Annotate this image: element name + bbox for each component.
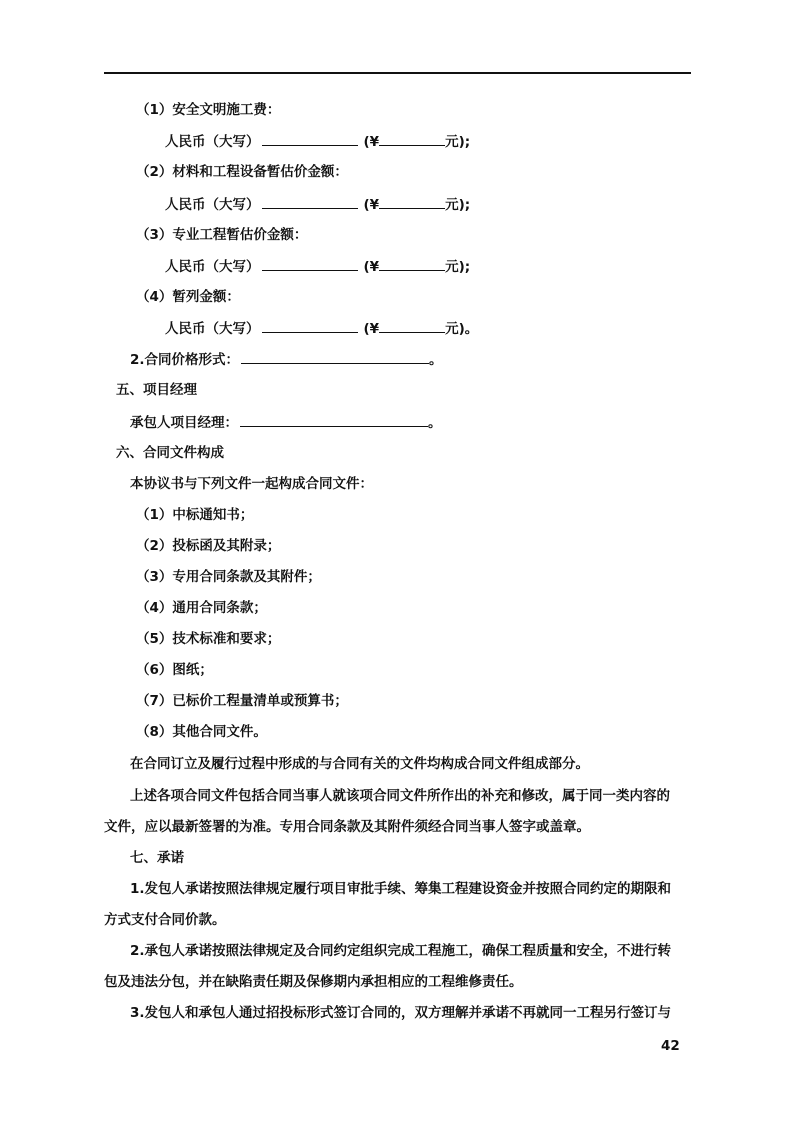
paragraph-continuation: 包及违法分包，并在缺陷责任期及保修期内承担相应的工程维修责任。 xyxy=(104,974,523,990)
project-manager-label: 承包人项目经理： xyxy=(130,415,238,431)
paragraph: 上述各项合同文件包括合同当事人就该项合同文件所作出的补充和修改，属于同一类内容的 xyxy=(130,788,670,804)
list-item: （3）专用合同条款及其附件； xyxy=(136,569,321,585)
section-heading: 五、项目经理 xyxy=(116,382,197,398)
list-item: （8）其他合同文件。 xyxy=(136,724,267,740)
project-manager-end: 。 xyxy=(428,415,442,431)
yen-open: (¥ xyxy=(363,197,380,213)
amount-words-blank[interactable] xyxy=(262,318,358,333)
paragraph: 本协议书与下列文件一起构成合同文件： xyxy=(130,476,373,492)
price-form-end: 。 xyxy=(429,352,443,368)
fee-item-heading: （3）专业工程暂估价金额： xyxy=(136,227,308,243)
fee-item-heading: （4）暂列金额： xyxy=(136,289,240,305)
fee-item-heading: （2）材料和工程设备暂估价金额： xyxy=(136,164,348,180)
list-item: （1）中标通知书； xyxy=(136,507,254,523)
yen-close: 元); xyxy=(445,197,471,213)
fee-item-amount-line xyxy=(165,194,470,215)
amount-number-blank[interactable] xyxy=(379,318,445,333)
price-form-line xyxy=(130,349,443,370)
price-form-blank[interactable] xyxy=(241,349,429,364)
rmb-label: 人民币（大写） xyxy=(165,259,260,275)
yen-open: (¥ xyxy=(363,134,380,150)
rmb-label: 人民币（大写） xyxy=(165,134,260,150)
yen-close: 元); xyxy=(445,259,471,275)
list-item: （7）已标价工程量清单或预算书； xyxy=(136,693,348,709)
fee-item-amount-line xyxy=(165,318,478,339)
paragraph-continuation: 方式支付合同价款。 xyxy=(104,912,226,928)
list-item: （4）通用合同条款； xyxy=(136,600,267,616)
paragraph: 3.发包人和承包人通过招投标形式签订合同的，双方理解并承诺不再就同一工程另行签订与 xyxy=(130,1005,672,1021)
fee-item-amount-line xyxy=(165,131,470,152)
amount-number-blank[interactable] xyxy=(379,256,445,271)
yen-close: 元)。 xyxy=(445,321,479,337)
project-manager-blank[interactable] xyxy=(240,412,428,427)
paragraph: 1.发包人承诺按照法律规定履行项目审批手续、筹集工程建设资金并按照合同约定的期限和 xyxy=(130,881,672,897)
paragraph: 在合同订立及履行过程中形成的与合同有关的文件均构成合同文件组成部分。 xyxy=(130,756,589,772)
yen-open: (¥ xyxy=(363,321,380,337)
section-heading: 七、承诺 xyxy=(130,850,184,866)
rmb-label: 人民币（大写） xyxy=(165,321,260,337)
amount-number-blank[interactable] xyxy=(379,131,445,146)
price-form-label: 2.合同价格形式： xyxy=(130,352,240,368)
amount-number-blank[interactable] xyxy=(379,194,445,209)
header-rule xyxy=(104,72,691,74)
amount-words-blank[interactable] xyxy=(262,194,358,209)
yen-close: 元); xyxy=(445,134,471,150)
page-number: 42 xyxy=(661,1038,680,1054)
yen-open: (¥ xyxy=(363,259,380,275)
paragraph-continuation: 文件，应以最新签署的为准。专用合同条款及其附件须经合同当事人签字或盖章。 xyxy=(104,819,590,835)
amount-words-blank[interactable] xyxy=(262,131,358,146)
section-heading: 六、合同文件构成 xyxy=(116,445,224,461)
list-item: （5）技术标准和要求； xyxy=(136,631,281,647)
amount-words-blank[interactable] xyxy=(262,256,358,271)
fee-item-amount-line xyxy=(165,256,470,277)
rmb-label: 人民币（大写） xyxy=(165,197,260,213)
list-item: （2）投标函及其附录； xyxy=(136,538,281,554)
list-item: （6）图纸； xyxy=(136,662,213,678)
fee-item-heading: （1）安全文明施工费： xyxy=(136,102,281,118)
project-manager-line xyxy=(130,412,442,433)
paragraph: 2.承包人承诺按照法律规定及合同约定组织完成工程施工，确保工程质量和安全，不进行转 xyxy=(130,943,672,959)
